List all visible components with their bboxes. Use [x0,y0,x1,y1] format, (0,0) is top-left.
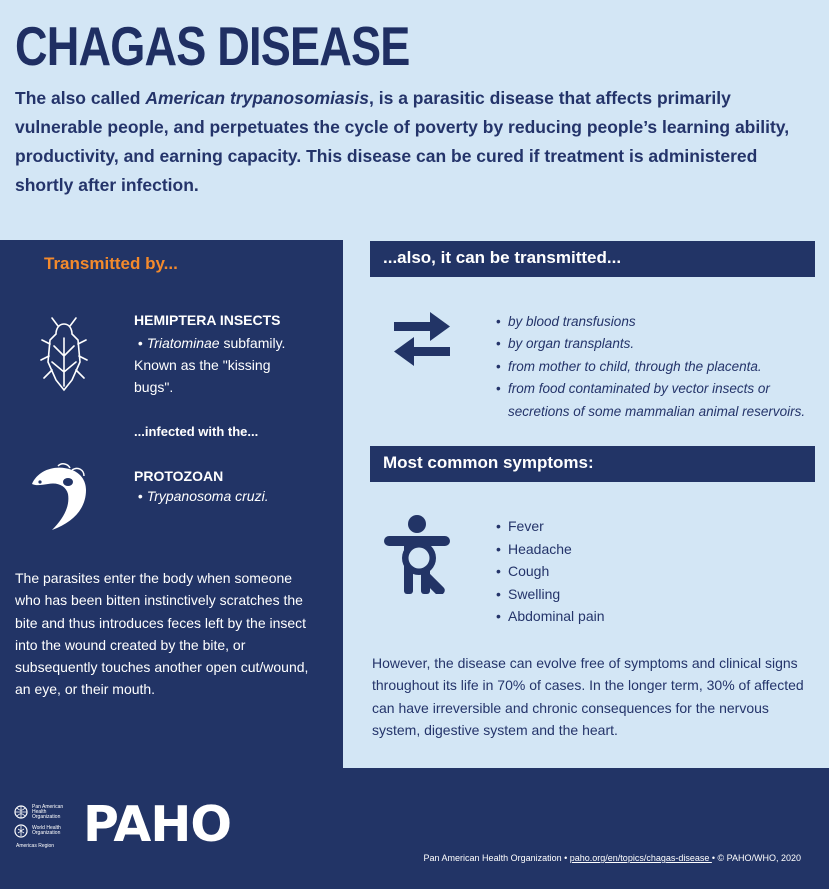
list-item: • by blood transfusions [496,311,816,333]
who-logo-text: Organization [32,830,61,836]
intro-paragraph: The also called American trypanosomiasis, is a parasitic disease that affects primarily vulnerable people, and perpetuates the cycle of poverty by reducing people’s learning ability, productivity, and earning capacity. This disease can be cured if treatment is administered shortly after infection. [15,88,790,195]
parasites-paragraph: The parasites enter the body when someone who has been bitten instinctively scratches the bite and thus introduces feces left by the insect into the wound created by the bite, or subsequently touches another open cut/wound, an eye, or their mouth. [15,570,309,698]
who-logo-text: World Health [32,825,61,831]
list-item: • from food contaminated by vector insects or secretions of some mammalian animal reservoirs. [496,378,816,423]
protozoan-name: • Trypanosoma cruzi. [134,488,269,504]
list-item: • Swelling [496,583,605,606]
list-item: • Fever [496,515,605,538]
paho-logo-text: Health [32,809,47,815]
person-magnifier-icon [384,514,460,594]
list-item: • Cough [496,560,605,583]
paho-wordmark: PAHO [83,796,232,853]
list-item: • from mother to child, through the placenta. [496,356,816,378]
trypanosoma-icon [28,462,90,534]
transmitted-by-heading: Transmitted by... [44,254,178,273]
also-transmitted-list [496,311,816,423]
who-emblem-icon [14,824,28,838]
list-item: • Headache [496,538,605,561]
page-title: CHAGAS DISEASE [15,15,410,77]
protozoan-heading: PROTOZOAN [134,468,224,484]
paho-logo-text: Pan American [32,804,64,810]
list-item: • Abdominal pain [496,605,605,628]
symptoms-heading: Most common symptoms: [370,446,815,482]
paho-logo-text: Organization [32,814,61,820]
symptoms-list [496,515,605,628]
region-logo-text: Americas Region [16,843,55,849]
also-transmitted-heading: ...also, it can be transmitted... [370,241,815,277]
kissing-bug-icon [40,316,88,392]
organization-logos [14,805,76,851]
transfer-arrows-icon [392,312,452,366]
list-item: • by organ transplants. [496,333,816,355]
hemiptera-description: • Triatominae subfamily. Known as the "kissing bugs". [134,335,286,395]
footer-credit: Pan American Health Organization • paho.org/en/topics/chagas-disease • © PAHO/WHO, 2020 [423,853,801,863]
infected-with-label: ...infected with the... [134,424,259,439]
topic-link[interactable]: paho.org/en/topics/chagas-disease [569,853,712,863]
symptoms-note: However, the disease can evolve free of symptoms and clinical signs throughout its life in 70% of cases. In the longer term, 30% of affected can have irreversible and chronic consequences for the nervous system, digestive system and the heart. [372,655,804,738]
hemiptera-heading: HEMIPTERA INSECTS [134,312,281,328]
paho-emblem-icon [14,805,28,819]
